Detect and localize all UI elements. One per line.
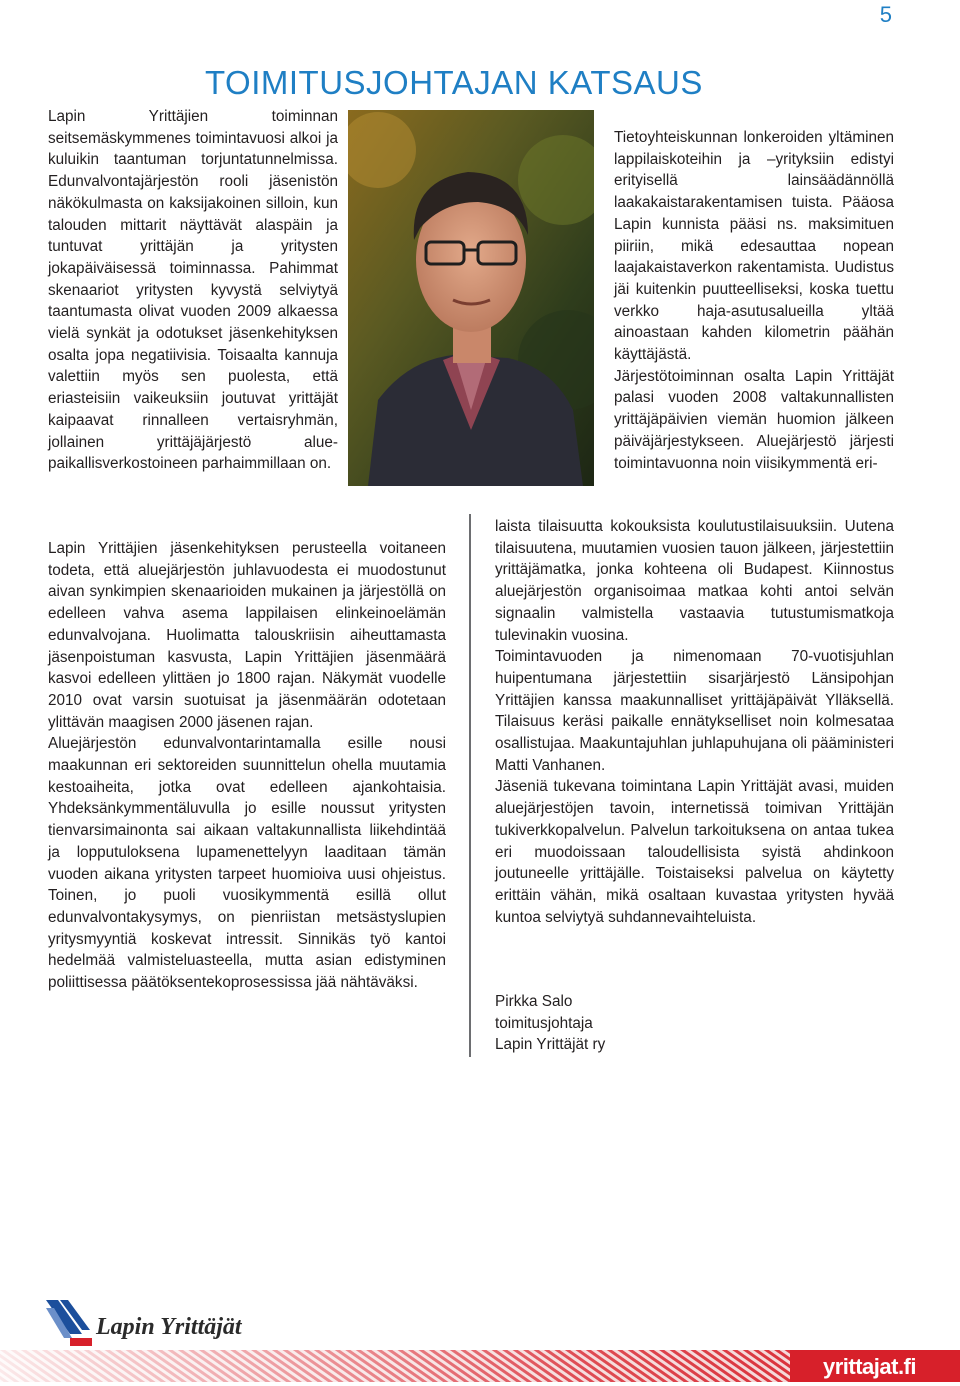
intro-paragraph: Lapin Yrittäjien toiminnan seitsemäskymmenes toimintavuosi alkoi ja kuluikin taantuman torjuntatunnelmissa. Edunvalvontajärjestön rooli jäsenistön näkökulmasta on kaksijakoinen silloin, kun talouden mittarit näyttävät alaspäin ja tuntuvat yrittäjän ja yritysten jokapäiväisessä toiminnassa. Pahimmat skenaariot yritysten kyvystä selviytyä taantumasta olivat vuoden 2009 alkaessa vielä synkät ja odotukset jäsenkehityksen osalta jopa negatiivisia. Toisaalta kannuja valettiin myös sen puolesta, että eriasteisiin vaikeuksiin joutuvat yrittäjät kaipaavat rinnalleen vertaisryhmän, jollainen yrittäjäjärjestö alue- paikallisverkostoineen parhaimmillaan on. [48, 108, 338, 473]
footer-website: yrittajat.fi [822, 1354, 916, 1379]
left-paragraph-2: Aluejärjestön edunvalvontarintamalla esille nousi maakunnan eri sektoreiden suunnittelun ohella muutamia kestoaiheita, jotka ovat edelleen ajankohtaisia. Yhdeksänkymmentäluvulla jo esille noussut yritysten tienvarsimainonta sai aikaan valtakunnallista liikehdintää ja lopputuloksena lupamenettelyyn laaditaan tämän vuoden aikana yritysten tarpeet huomioiva uusi ohjeistus. Toinen, jo puoli vuosikymmentä esillä ollut edunvalvontakysymys, on pienriistan metsästyslupien yritysmyyntiä koskevat intressit. Sinnikäs työ kantoi hedelmää valmisteluasteella, mutta asian edistyminen poliittisessa päätöksentekoprosessissa jää nähtäväksi. [48, 735, 446, 992]
right-wrap-column [614, 127, 894, 474]
signature-name: Pirkka Salo [495, 993, 573, 1010]
left-column-body [48, 538, 446, 994]
right-paragraph-1: laista tilaisuutta kokouksista koulutustilaisuuksiin. Uutena tilaisuutena, muutamien vuosien tauon jälkeen, järjestettiin yrittäjämatka, jonka kohteena oli Budapest. Kiinnostus aluejärjestön organisoimaa matkaa kohti antoi selvän signaalin valmistella vastaavia tutustumismatkoja tulevinakin vuosina. [495, 518, 894, 644]
portrait-image [348, 110, 594, 486]
right-column-body [495, 516, 894, 928]
portrait-photo [348, 110, 594, 486]
lapin-yrittajat-logo [46, 1300, 306, 1350]
signature-block [495, 991, 605, 1056]
footer-bar [0, 1350, 960, 1382]
footer-stripes [0, 1350, 960, 1382]
page-number: 5 [879, 2, 892, 27]
signature-role: toimitusjohtaja [495, 1014, 593, 1032]
logo-stripes-icon [46, 1300, 92, 1346]
left-paragraph-1: Lapin Yrittäjien jäsenkehityksen perusteella voitaneen todeta, että aluejärjestön juhlavuodesta ei muodostunut aivan synkimpien skenaarioiden mukainen ja järjestöllä on edelleen vahva asema lappilaisen elinkeinoelämän edunvalvojana. Huolimatta talouskriisin aiheuttamasta jäsenpoistuman kasvusta, Lapin Yrittäjien jäsenmäärä kasvoi edelleen ylittäen jo 1800 rajan. Näkymät vuodelle 2010 ovat varsin suotuisat ja jäsenmäärän odotetaan ylittävän maagisen 2000 jäsenen rajan. [48, 540, 446, 731]
column-divider [469, 514, 471, 1057]
page-title: TOIMITUSJOHTAJAN KATSAUS [205, 64, 703, 102]
logo-text: Lapin Yrittäjät [96, 1314, 242, 1340]
signature-org: Lapin Yrittäjät ry [495, 1036, 606, 1054]
right-paragraph-2: Toimintavuoden ja nimenomaan 70-vuotisjuhlan huipentumana järjestettiin sisarjärjestö Länsipohjan Yrittäjien kanssa maakunnalliset yrittäjäpäivät Ylläksellä. Tilaisuus keräsi paikalle ennätykselliset noin kolmesataa osallistujaa. Maakuntajuhlan juhlapuhujana oli pääministeri Matti Vanhanen. [495, 648, 894, 774]
right-intro-paragraph-2: Järjestötoiminnan osalta Lapin Yrittäjät palasi vuoden 2008 valtakunnallisten yrittäjäpäivien viemän huomion jälkeen päiväjärjestykseen. Aluejärjestö järjesti toimintavuonna noin viisikymmentä eri- [614, 367, 894, 472]
right-paragraph-3: Jäseniä tukevana toimintana Lapin Yrittäjät avasi, muiden aluejärjestöjen tavoin, internetissä toimivan Yrittäjän tukiverkkopalvelun. Palvelun tarkoituksena on antaa tukea eri muodoissaan taloudellisista syistä ahdinkoon joutuneelle yrittäjälle. Toistaiseksi palvelua on käytetty erittäin vähän, mikä osaltaan kuvastaa yritysten hyvää kuntoa selviytyä suhdannevaihteluista. [495, 778, 894, 926]
right-intro-paragraph: Tietoyhteiskunnan lonkeroiden yltäminen lappilaiskoteihin ja –yrityksiin edistyi erityisellä lainsäädännöllä laakakaistarakentamisen tuista. Pääosa Lapin kunnista pääsi ns. maksimituen piiriin, mikä edesauttaa nopean laajakaistaverkon rakentamista. Uudistus jäi kuitenkin puutteelliseksi, koska tuettu verkko haja-asutusalueilla yltää ainoastaan kahden kilometrin päähän käyttäjästä. [614, 129, 894, 364]
